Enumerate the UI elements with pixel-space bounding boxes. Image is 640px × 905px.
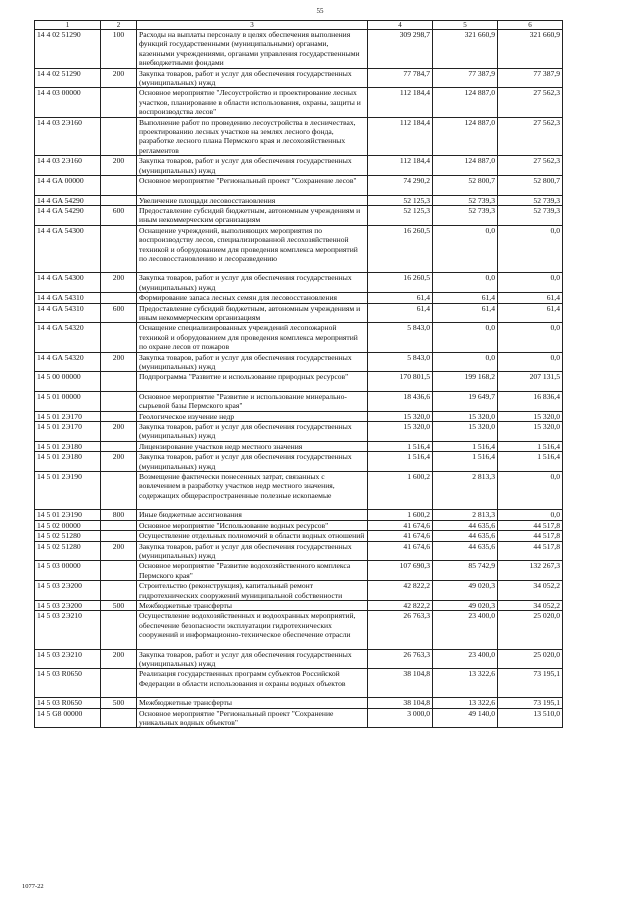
- budget-code-cell: 14 4 GA 54320: [35, 352, 101, 372]
- budget-code-cell: 14 4 03 2Э160: [35, 117, 101, 156]
- expense-type-cell: [101, 293, 137, 303]
- item-name-cell: Возмещение фактически понесенных затрат, связанных с вовлечением в разработку участков недр местного значения, содержащих общераспространенные полезные ископаемые: [137, 472, 368, 510]
- column-header: 6: [498, 21, 563, 30]
- amount-year2-cell: 124 887,0: [433, 117, 498, 156]
- item-name-cell: Подпрограмма "Развитие и использование природных ресурсов": [137, 372, 368, 391]
- column-header: 4: [368, 21, 433, 30]
- expense-type-cell: 100: [101, 30, 137, 69]
- amount-year3-cell: 1 516,4: [498, 441, 563, 451]
- budget-code-cell: 14 5 00 00000: [35, 372, 101, 391]
- amount-year3-cell: 44 517,8: [498, 531, 563, 541]
- budget-code-cell: 14 5 03 2Э200: [35, 600, 101, 610]
- amount-year1-cell: 41 674,6: [368, 531, 433, 541]
- table-row: [35, 352, 563, 372]
- expense-type-cell: 500: [101, 698, 137, 708]
- amount-year2-cell: 52 800,7: [433, 176, 498, 195]
- amount-year1-cell: 74 290,2: [368, 176, 433, 195]
- amount-year1-cell: 52 125,3: [368, 195, 433, 205]
- amount-year3-cell: 0,0: [498, 352, 563, 372]
- budget-code-cell: 14 4 03 2Э160: [35, 156, 101, 176]
- budget-code-cell: 14 5 02 51280: [35, 531, 101, 541]
- item-name-cell: Увеличение площади лесовосстановления: [137, 195, 368, 205]
- amount-year2-cell: 49 020,3: [433, 600, 498, 610]
- amount-year1-cell: 107 690,3: [368, 561, 433, 581]
- item-name-cell: Основное мероприятие "Развитие водохозяйственного комплекса Пермского края": [137, 561, 368, 581]
- item-name-cell: Иные бюджетные ассигнования: [137, 510, 368, 520]
- amount-year2-cell: 1 516,4: [433, 452, 498, 472]
- item-name-cell: Выполнение работ по проведению лесоустройства в лесничествах, проектированию лесных участков на землях лесного фонда, разработке лесного плана Пермского края и лесохозяйственных регламентов: [137, 117, 368, 156]
- budget-code-cell: 14 5 03 R0650: [35, 698, 101, 708]
- amount-year3-cell: 0,0: [498, 273, 563, 293]
- amount-year2-cell: 61,4: [433, 293, 498, 303]
- amount-year2-cell: 49 020,3: [433, 581, 498, 601]
- budget-code-cell: 14 4 02 51290: [35, 68, 101, 88]
- amount-year2-cell: 0,0: [433, 225, 498, 273]
- budget-code-cell: 14 4 GA 54300: [35, 225, 101, 273]
- column-header: 5: [433, 21, 498, 30]
- amount-year2-cell: 124 887,0: [433, 88, 498, 117]
- budget-code-cell: 14 4 GA 54310: [35, 303, 101, 323]
- item-name-cell: Основное мероприятие "Использование водных ресурсов": [137, 520, 368, 530]
- amount-year3-cell: 73 195,1: [498, 698, 563, 708]
- expense-type-cell: [101, 117, 137, 156]
- expense-type-cell: [101, 708, 137, 728]
- item-name-cell: Основное мероприятие "Региональный проект "Сохранение уникальных водных объектов": [137, 708, 368, 728]
- item-name-cell: Осуществление отдельных полномочий в области водных отношений: [137, 531, 368, 541]
- amount-year2-cell: 124 887,0: [433, 156, 498, 176]
- amount-year3-cell: 61,4: [498, 293, 563, 303]
- amount-year2-cell: 49 140,0: [433, 708, 498, 728]
- item-name-cell: Основное мероприятие "Развитие и использование минерально-сырьевой базы Пермского края": [137, 391, 368, 411]
- amount-year3-cell: 15 320,0: [498, 411, 563, 421]
- amount-year3-cell: 44 517,8: [498, 541, 563, 561]
- table-row: [35, 441, 563, 451]
- expense-type-cell: 200: [101, 452, 137, 472]
- amount-year1-cell: 5 843,0: [368, 323, 433, 352]
- amount-year2-cell: 15 320,0: [433, 422, 498, 442]
- item-name-cell: Оснащение учреждений, выполняющих мероприятия по воспроизводству лесов, специализированной лесохозяйственной техникой и оборудованием для проведения комплекса мероприятий по лесовосстановлению и лесоразведению: [137, 225, 368, 273]
- budget-table: [34, 20, 563, 728]
- item-name-cell: Закупка товаров, работ и услуг для обеспечения государственных (муниципальных) нужд: [137, 541, 368, 561]
- amount-year3-cell: 15 320,0: [498, 422, 563, 442]
- budget-code-cell: 14 4 02 51290: [35, 30, 101, 69]
- budget-code-cell: 14 5 01 00000: [35, 391, 101, 411]
- item-name-cell: Межбюджетные трансферты: [137, 600, 368, 610]
- amount-year1-cell: 15 320,0: [368, 411, 433, 421]
- amount-year3-cell: 52 739,3: [498, 205, 563, 225]
- amount-year3-cell: 44 517,8: [498, 520, 563, 530]
- amount-year1-cell: 170 801,5: [368, 372, 433, 391]
- budget-code-cell: 14 5 03 00000: [35, 561, 101, 581]
- expense-type-cell: 500: [101, 600, 137, 610]
- item-name-cell: Осуществление водохозяйственных и водоохранных мероприятий, обеспечение безопасности эксплуатации гидротехнических сооружений и информационно-техническое обеспечение отрасли: [137, 611, 368, 649]
- table-row: [35, 708, 563, 728]
- amount-year1-cell: 61,4: [368, 293, 433, 303]
- amount-year1-cell: 77 784,7: [368, 68, 433, 88]
- amount-year1-cell: 61,4: [368, 303, 433, 323]
- column-header: 1: [35, 21, 101, 30]
- amount-year2-cell: 2 813,3: [433, 510, 498, 520]
- table-row: [35, 422, 563, 442]
- item-name-cell: Закупка товаров, работ и услуг для обеспечения государственных (муниципальных) нужд: [137, 452, 368, 472]
- document-code: 1077-22: [22, 883, 44, 890]
- amount-year3-cell: 25 020,0: [498, 611, 563, 649]
- budget-code-cell: 14 4 GA 54310: [35, 293, 101, 303]
- item-name-cell: Строительство (реконструкция), капитальный ремонт гидротехнических сооружений муниципальной собственности: [137, 581, 368, 601]
- amount-year3-cell: 16 836,4: [498, 391, 563, 411]
- item-name-cell: Расходы на выплаты персоналу в целях обеспечения выполнения функций государственными (муниципальными) органами, казенными учреждениями, органами управления государственными внебюджетными фондами: [137, 30, 368, 69]
- item-name-cell: Реализация государственных программ субъектов Российской Федерации в области использования и охраны водных объектов: [137, 669, 368, 698]
- amount-year2-cell: 77 387,9: [433, 68, 498, 88]
- budget-code-cell: 14 4 GA 54290: [35, 195, 101, 205]
- item-name-cell: Межбюджетные трансферты: [137, 698, 368, 708]
- amount-year3-cell: 77 387,9: [498, 68, 563, 88]
- budget-code-cell: 14 5 03 R0650: [35, 669, 101, 698]
- budget-code-cell: 14 5 01 2Э190: [35, 510, 101, 520]
- expense-type-cell: 800: [101, 510, 137, 520]
- expense-type-cell: 200: [101, 273, 137, 293]
- item-name-cell: Основное мероприятие "Лесоустройство и проектирование лесных участков, планирование в области использования, охраны, защиты и воспроизводства лесов": [137, 88, 368, 117]
- table-row: [35, 68, 563, 88]
- expense-type-cell: 200: [101, 422, 137, 442]
- expense-type-cell: [101, 669, 137, 698]
- amount-year2-cell: 0,0: [433, 352, 498, 372]
- amount-year3-cell: 13 510,0: [498, 708, 563, 728]
- amount-year3-cell: 132 267,3: [498, 561, 563, 581]
- amount-year3-cell: 73 195,1: [498, 669, 563, 698]
- expense-type-cell: 200: [101, 352, 137, 372]
- amount-year1-cell: 309 298,7: [368, 30, 433, 69]
- amount-year3-cell: 27 562,3: [498, 88, 563, 117]
- amount-year2-cell: 199 168,2: [433, 372, 498, 391]
- expense-type-cell: [101, 225, 137, 273]
- amount-year3-cell: 27 562,3: [498, 156, 563, 176]
- amount-year1-cell: 112 184,4: [368, 88, 433, 117]
- amount-year3-cell: 0,0: [498, 225, 563, 273]
- budget-code-cell: 14 4 GA 54300: [35, 273, 101, 293]
- expense-type-cell: [101, 323, 137, 352]
- expense-type-cell: [101, 531, 137, 541]
- column-number-row: [35, 21, 563, 30]
- item-name-cell: Закупка товаров, работ и услуг для обеспечения государственных (муниципальных) нужд: [137, 156, 368, 176]
- amount-year3-cell: 52 800,7: [498, 176, 563, 195]
- amount-year3-cell: 0,0: [498, 323, 563, 352]
- budget-code-cell: 14 5 01 2Э170: [35, 411, 101, 421]
- amount-year1-cell: 112 184,4: [368, 117, 433, 156]
- amount-year1-cell: 18 436,6: [368, 391, 433, 411]
- amount-year2-cell: 0,0: [433, 273, 498, 293]
- budget-code-cell: 14 5 02 51280: [35, 541, 101, 561]
- amount-year1-cell: 38 104,8: [368, 669, 433, 698]
- amount-year1-cell: 1 600,2: [368, 472, 433, 510]
- amount-year3-cell: 52 739,3: [498, 195, 563, 205]
- budget-code-cell: 14 5 G8 00000: [35, 708, 101, 728]
- table-row: [35, 372, 563, 391]
- expense-type-cell: [101, 581, 137, 601]
- table-row: [35, 698, 563, 708]
- amount-year2-cell: 23 400,0: [433, 649, 498, 669]
- amount-year3-cell: 0,0: [498, 510, 563, 520]
- amount-year3-cell: 61,4: [498, 303, 563, 323]
- amount-year3-cell: 1 516,4: [498, 452, 563, 472]
- amount-year3-cell: 27 562,3: [498, 117, 563, 156]
- amount-year2-cell: 44 635,6: [433, 520, 498, 530]
- amount-year3-cell: 25 020,0: [498, 649, 563, 669]
- amount-year1-cell: 41 674,6: [368, 541, 433, 561]
- item-name-cell: Закупка товаров, работ и услуг для обеспечения государственных (муниципальных) нужд: [137, 422, 368, 442]
- amount-year2-cell: 13 322,6: [433, 698, 498, 708]
- table-row: [35, 303, 563, 323]
- amount-year1-cell: 26 763,3: [368, 611, 433, 649]
- item-name-cell: Закупка товаров, работ и услуг для обеспечения государственных (муниципальных) нужд: [137, 68, 368, 88]
- amount-year2-cell: 44 635,6: [433, 541, 498, 561]
- amount-year1-cell: 26 763,3: [368, 649, 433, 669]
- amount-year2-cell: 13 322,6: [433, 669, 498, 698]
- item-name-cell: Предоставление субсидий бюджетным, автономным учреждениям и иным некоммерческим организациям: [137, 205, 368, 225]
- table-row: [35, 88, 563, 117]
- expense-type-cell: [101, 472, 137, 510]
- table-row: [35, 581, 563, 601]
- table-row: [35, 600, 563, 610]
- amount-year2-cell: 2 813,3: [433, 472, 498, 510]
- item-name-cell: Закупка товаров, работ и услуг для обеспечения государственных (муниципальных) нужд: [137, 352, 368, 372]
- amount-year2-cell: 0,0: [433, 323, 498, 352]
- item-name-cell: Лицензирование участков недр местного значения: [137, 441, 368, 451]
- amount-year2-cell: 19 649,7: [433, 391, 498, 411]
- table-row: [35, 611, 563, 649]
- amount-year3-cell: 0,0: [498, 472, 563, 510]
- budget-code-cell: 14 5 01 2Э170: [35, 422, 101, 442]
- table-row: [35, 176, 563, 195]
- amount-year1-cell: 16 260,5: [368, 225, 433, 273]
- item-name-cell: Оснащение специализированных учреждений лесопожарной техникой и оборудованием для проведения комплекса мероприятий по охране лесов от пожаров: [137, 323, 368, 352]
- expense-type-cell: [101, 176, 137, 195]
- amount-year1-cell: 52 125,3: [368, 205, 433, 225]
- budget-code-cell: 14 5 01 2Э190: [35, 472, 101, 510]
- table-row: [35, 273, 563, 293]
- table-row: [35, 541, 563, 561]
- amount-year3-cell: 34 052,2: [498, 600, 563, 610]
- expense-type-cell: [101, 195, 137, 205]
- table-row: [35, 195, 563, 205]
- table-row: [35, 293, 563, 303]
- budget-code-cell: 14 4 GA 00000: [35, 176, 101, 195]
- page-number: 55: [316, 7, 324, 15]
- amount-year1-cell: 112 184,4: [368, 156, 433, 176]
- budget-code-cell: 14 4 03 00000: [35, 88, 101, 117]
- amount-year1-cell: 5 843,0: [368, 352, 433, 372]
- expense-type-cell: 200: [101, 68, 137, 88]
- table-row: [35, 30, 563, 69]
- table-row: [35, 323, 563, 352]
- table-row: [35, 391, 563, 411]
- expense-type-cell: [101, 520, 137, 530]
- table-row: [35, 156, 563, 176]
- amount-year3-cell: 207 131,5: [498, 372, 563, 391]
- budget-code-cell: 14 5 01 2Э180: [35, 452, 101, 472]
- amount-year1-cell: 1 600,2: [368, 510, 433, 520]
- amount-year3-cell: 321 660,9: [498, 30, 563, 69]
- budget-code-cell: 14 4 GA 54290: [35, 205, 101, 225]
- expense-type-cell: 200: [101, 649, 137, 669]
- table-row: [35, 649, 563, 669]
- amount-year2-cell: 85 742,9: [433, 561, 498, 581]
- budget-code-cell: 14 5 03 2Э210: [35, 649, 101, 669]
- column-header: 2: [101, 21, 137, 30]
- amount-year2-cell: 321 660,9: [433, 30, 498, 69]
- table-row: [35, 452, 563, 472]
- column-header: 3: [137, 21, 368, 30]
- amount-year1-cell: 15 320,0: [368, 422, 433, 442]
- table-row: [35, 411, 563, 421]
- amount-year2-cell: 52 739,3: [433, 205, 498, 225]
- amount-year2-cell: 15 320,0: [433, 411, 498, 421]
- expense-type-cell: 600: [101, 303, 137, 323]
- budget-code-cell: 14 4 GA 54320: [35, 323, 101, 352]
- amount-year2-cell: 52 739,3: [433, 195, 498, 205]
- table-row: [35, 669, 563, 698]
- amount-year1-cell: 41 674,6: [368, 520, 433, 530]
- item-name-cell: Закупка товаров, работ и услуг для обеспечения государственных (муниципальных) нужд: [137, 273, 368, 293]
- expense-type-cell: [101, 88, 137, 117]
- expense-type-cell: [101, 372, 137, 391]
- expense-type-cell: [101, 561, 137, 581]
- expense-type-cell: 200: [101, 156, 137, 176]
- item-name-cell: Формирование запаса лесных семян для лесовосстановления: [137, 293, 368, 303]
- amount-year2-cell: 44 635,6: [433, 531, 498, 541]
- amount-year1-cell: 1 516,4: [368, 441, 433, 451]
- table-row: [35, 117, 563, 156]
- item-name-cell: Основное мероприятие "Региональный проект "Сохранение лесов": [137, 176, 368, 195]
- amount-year3-cell: 34 052,2: [498, 581, 563, 601]
- table-row: [35, 472, 563, 510]
- table-row: [35, 225, 563, 273]
- amount-year2-cell: 1 516,4: [433, 441, 498, 451]
- item-name-cell: Геологическое изучение недр: [137, 411, 368, 421]
- amount-year1-cell: 42 822,2: [368, 581, 433, 601]
- amount-year1-cell: 1 516,4: [368, 452, 433, 472]
- budget-code-cell: 14 5 02 00000: [35, 520, 101, 530]
- amount-year2-cell: 61,4: [433, 303, 498, 323]
- amount-year1-cell: 16 260,5: [368, 273, 433, 293]
- table-row: [35, 561, 563, 581]
- amount-year1-cell: 42 822,2: [368, 600, 433, 610]
- expense-type-cell: [101, 611, 137, 649]
- expense-type-cell: 200: [101, 541, 137, 561]
- table-row: [35, 510, 563, 520]
- budget-code-cell: 14 5 03 2Э200: [35, 581, 101, 601]
- budget-code-cell: 14 5 03 2Э210: [35, 611, 101, 649]
- expense-type-cell: [101, 391, 137, 411]
- table-row: [35, 531, 563, 541]
- expense-type-cell: [101, 411, 137, 421]
- amount-year2-cell: 23 400,0: [433, 611, 498, 649]
- amount-year1-cell: 38 104,8: [368, 698, 433, 708]
- table-row: [35, 205, 563, 225]
- expense-type-cell: 600: [101, 205, 137, 225]
- budget-code-cell: 14 5 01 2Э180: [35, 441, 101, 451]
- item-name-cell: Закупка товаров, работ и услуг для обеспечения государственных (муниципальных) нужд: [137, 649, 368, 669]
- expense-type-cell: [101, 441, 137, 451]
- item-name-cell: Предоставление субсидий бюджетным, автономным учреждениям и иным некоммерческим организациям: [137, 303, 368, 323]
- amount-year1-cell: 3 000,0: [368, 708, 433, 728]
- table-row: [35, 520, 563, 530]
